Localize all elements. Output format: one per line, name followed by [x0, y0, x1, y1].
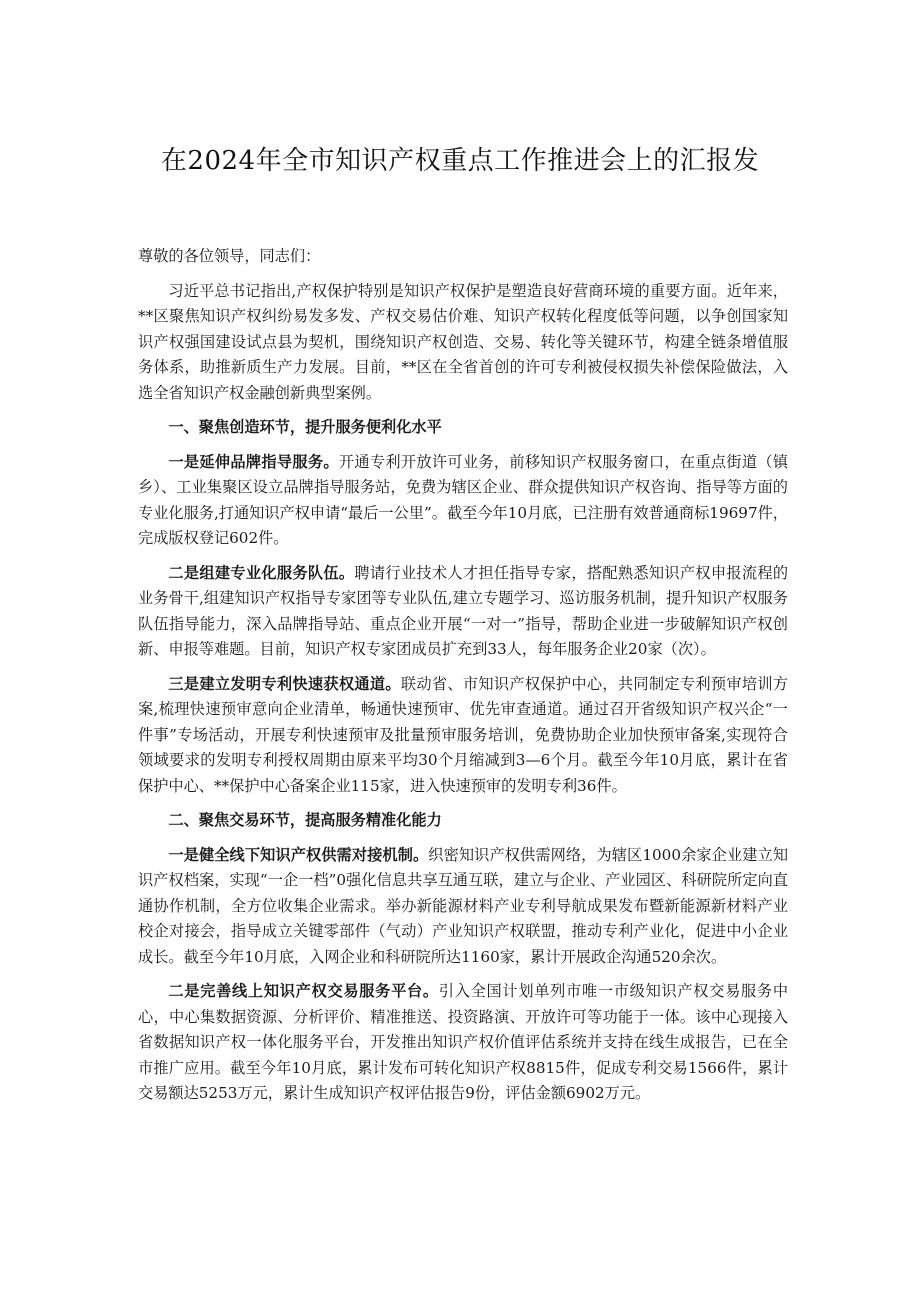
section-heading-2: 二、聚焦交易环节，提高服务精准化能力: [168, 811, 442, 829]
section-heading-1: 一、聚焦创造环节，提升服务便利化水平: [168, 418, 442, 436]
paragraph-1-2: [138, 561, 788, 663]
paragraph-text: 联动省、市知识产权保护中心，共同制定专利预审培训方案,梳理快速预审意向企业清单，畅通快速预审、优先审查通道。通过召开省级知识产权兴企“一件事”专场活动，开展专利快速预审及批量预审服务培训，免费协助企业加快预审备案,实现符合领域要求的发明专利授权周期由原来平均30个月缩减到3—6个月。截至今年10月底，累计在省保护中心、**保护中心备案企业115家，进入快速预审的发明专利36件。: [138, 674, 789, 795]
paragraph-text: 开通专利开放许可业务，前移知识产权服务窗口，在重点街道（镇乡）、工业集聚区设立品牌指导服务站，免费为辖区企业、群众提供知识产权咨询、指导等方面的专业化服务,打通知识产权申请“最后一公里”。截至今年10月底，已注册有效普通商标19697件，完成版权登记602件。: [138, 452, 789, 547]
document-body: [138, 244, 788, 1116]
paragraph-lead: 一是健全线下知识产权供需对接机制。: [168, 845, 429, 864]
paragraph-text: 引入全国计划单列市唯一市级知识产权交易服务中心，中心集数据资源、分析评价、精准推送、投资路演、开放许可等功能于一体。该中心现接入省数据知识产权一体化服务平台，开发推出知识产权价值评估系统并支持在线生成报告，已在全市推广应用。截至今年10月底，累计发布可转化知识产权8815件，促成专利交易1566件，累计交易额达5253万元，累计生成知识产权评估报告9份，评估金额6902万元。: [138, 982, 789, 1102]
paragraph-text: 织密知识产权供需网络，为辖区1000余家企业建立知识产权档案，实现“一企一档”0强化信息共享互通互联，建立与企业、产业园区、科研院所定向直通协作机制，全方位收集企业需求。举办新能源材料产业专利导航成果发布暨新能源新材料产业校企对接会，指导成立关键零部件（气动）产业知识产权联盟，推动专利产业化，促进中小企业成长。截至今年10月底，入网企业和科研院所达1160家，累计开展政企沟通520余次。: [138, 845, 789, 966]
intro-paragraph: 习近平总书记指出,产权保护特别是知识产权保护是塑造良好营商环境的重要方面。近年来，**区聚焦知识产权纠纷易发多发、产权交易估价难、知识产权转化程度低等问题，以争创国家知识产权强国建设试点县为契机，围绕知识产权创造、交易、转化等关键环节，构建全链条增值服务体系，助推新质生产力发展。目前，**区在全省首创的许可专利被侵权损失补偿保险做法，入选全省知识产权金融创新典型案例。: [138, 281, 788, 402]
paragraph-lead: 二是组建专业化服务队伍。: [168, 563, 355, 582]
paragraph-2-1: [138, 843, 788, 971]
paragraph-1-1: [138, 450, 788, 552]
paragraph-1-3: [138, 672, 788, 800]
greeting: 尊敬的各位领导，同志们：: [138, 247, 321, 265]
paragraph-lead: 一是延伸品牌指导服务。: [168, 452, 339, 471]
paragraph-2-2: [138, 979, 788, 1107]
paragraph-lead: 二是完善线上知识产权交易服务平台。: [168, 982, 439, 1000]
paragraph-lead: 三是建立发明专利快速获权通道。: [168, 674, 401, 693]
document-title: 在2024年全市知识产权重点工作推进会上的汇报发: [160, 146, 760, 176]
paragraph-text: 聘请行业技术人才担任指导专家，搭配熟悉知识产权申报流程的业务骨干,组建知识产权指导专家团等专业队伍,建立专题学习、巡访服务机制，提升知识产权服务队伍指导能力，深入品牌指导站、重点企业开展“一对一”指导，帮助企业进一步破解知识产权创新、申报等难题。目前，知识产权专家团成员扩充到33人，每年服务企业20家（次）。: [138, 563, 789, 658]
